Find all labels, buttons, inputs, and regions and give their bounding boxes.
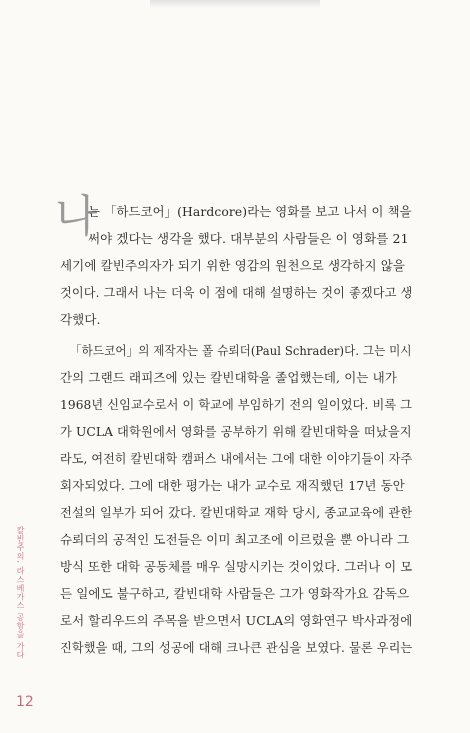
text-line: 진학했을 때, 그의 성공에 대해 크나큰 관심을 보였다. 물론 우리는 bbox=[60, 640, 413, 655]
text-line: 것이다. 그래서 나는 더욱 이 점에 대해 설명하는 것이 좋겠다고 생 bbox=[60, 285, 413, 300]
page-number: 12 bbox=[16, 694, 34, 710]
bleed-through bbox=[150, 0, 320, 8]
text-line: 는 「하드코어」(Hardcore)라는 영화를 보고 나서 이 책을 bbox=[88, 204, 412, 219]
text-line: 각했다. bbox=[60, 312, 101, 327]
text-line: 든 일에도 불구하고, 칼빈대학 사람들은 그가 영화작가요 감독으 bbox=[60, 586, 410, 601]
text-line: 가 UCLA 대학원에서 영화를 공부하기 위해 칼빈대학을 떠났을지 bbox=[60, 424, 412, 439]
text-line: 세기에 칼빈주의자가 되기 위한 영감의 원천으로 생각하지 않을 bbox=[60, 258, 406, 273]
text-line: 슈뢰더의 공적인 도전들은 이미 최고조에 이르렀을 뿐 아니라 그 bbox=[60, 532, 410, 547]
text-line: 1968년 신임교수로서 이 학교에 부임하기 전의 일이었다. 비록 그 bbox=[60, 397, 413, 412]
drop-cap: 나 bbox=[55, 191, 98, 242]
text-line: 로서 할리우드의 주목을 받으면서 UCLA의 영화연구 박사과정에 bbox=[60, 613, 413, 628]
text-line: 회자되었다. 그에 대한 평가는 내가 교수로 재직했던 17년 동안 bbox=[60, 478, 405, 493]
text-line: 전설의 일부가 되어 갔다. 칼빈대학교 재학 당시, 종교교육에 관한 bbox=[60, 505, 413, 520]
text-line: 간의 그랜드 래피즈에 있는 칼빈대학을 졸업했는데, 이는 내가 bbox=[60, 370, 397, 385]
text-line: 써야 겠다는 생각을 했다. 대부분의 사람들은 이 영화를 21 bbox=[88, 231, 409, 246]
text-line: 방식 또한 대학 공동체를 매우 실망시키는 것이었다. 그러나 이 모 bbox=[60, 559, 413, 574]
running-head: 칼빈주의, 라스베가스 공항을 가다 bbox=[16, 526, 25, 659]
text-line: 「하드코어」의 제작자는 폴 슈뢰더(Paul Schrader)다. 그는 미시 bbox=[70, 343, 412, 358]
text-line: 라도, 여전히 칼빈대학 캠퍼스 내에서는 그에 대한 이야기들이 자주 bbox=[60, 451, 413, 466]
